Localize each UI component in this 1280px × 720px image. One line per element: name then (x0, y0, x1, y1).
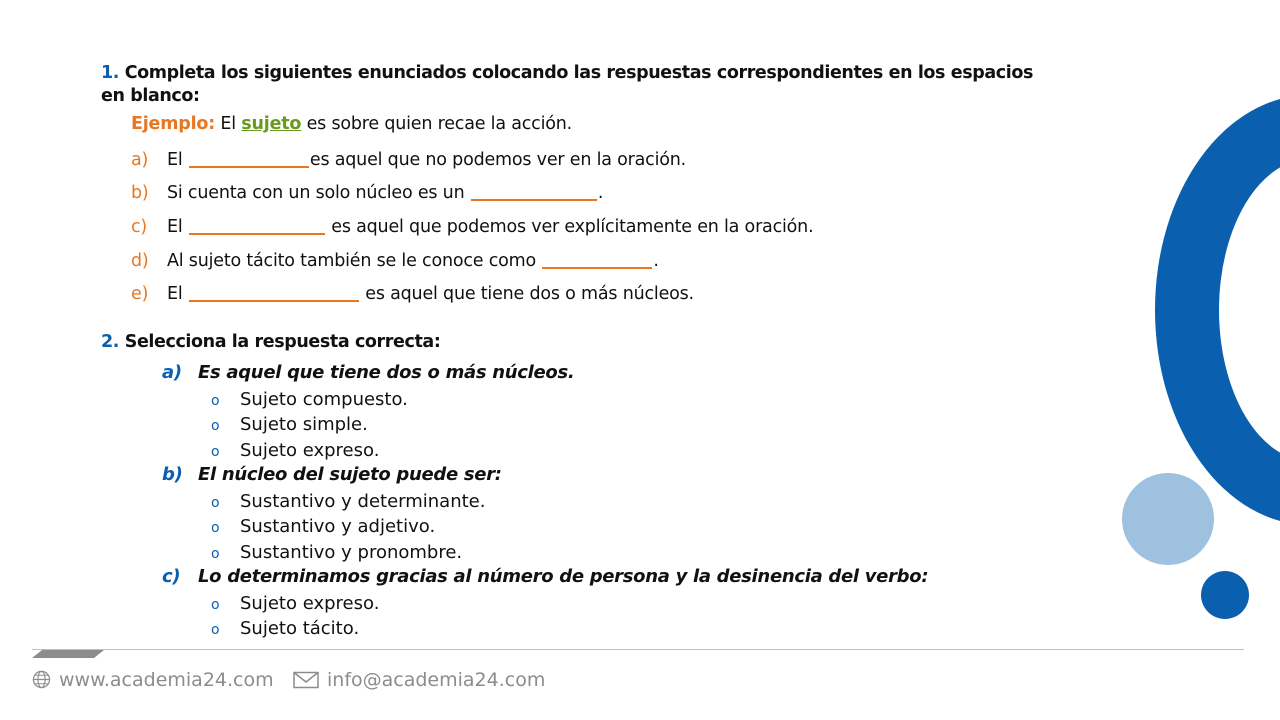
answer-blank[interactable] (189, 282, 359, 302)
option-item[interactable] (211, 414, 368, 435)
answer-blank[interactable] (189, 215, 325, 235)
option-item[interactable] (211, 491, 485, 512)
sub-question-letter: a) (162, 362, 182, 383)
option-item[interactable] (211, 389, 408, 410)
option-label: Sujeto expreso. (240, 593, 380, 614)
answer-blank[interactable] (542, 249, 652, 269)
option-label: Sustantivo y determinante. (240, 491, 486, 512)
email-text: info@academia24.com (327, 669, 546, 691)
item-post: . (597, 183, 604, 203)
decorative-circle-dark (1201, 571, 1249, 619)
sub-question-text: Lo determinamos gracias al número de persona y la desinencia del verbo: (198, 566, 929, 587)
option-item[interactable] (211, 593, 379, 614)
circle-bullet-icon: o (211, 418, 220, 434)
item-letter: b) (131, 183, 149, 203)
decorative-ring (1155, 95, 1280, 525)
answer-blank[interactable] (471, 181, 597, 201)
item-letter: c) (131, 217, 148, 237)
circle-bullet-icon: o (211, 520, 220, 536)
globe-icon (32, 670, 51, 689)
item-pre: Al sujeto tácito también se le conoce como (167, 251, 536, 271)
footer-tab-accent (32, 650, 104, 658)
option-label: Sustantivo y pronombre. (240, 542, 463, 563)
footer-email[interactable] (293, 669, 545, 691)
sub-question-letter: b) (162, 464, 183, 485)
fill-item-e (131, 282, 694, 304)
example-line (131, 114, 572, 134)
example-post: es sobre quien recae la acción. (306, 114, 573, 134)
mail-icon (293, 671, 319, 689)
item-letter: d) (131, 251, 149, 271)
fill-item-a (131, 148, 686, 170)
example-label: Ejemplo: (131, 114, 216, 134)
item-pre: El (167, 150, 183, 170)
option-item[interactable] (211, 440, 379, 461)
item-letter: e) (131, 284, 149, 304)
sub-question-b (162, 464, 502, 485)
option-item[interactable] (211, 516, 435, 537)
circle-bullet-icon: o (211, 495, 220, 511)
decorative-circle-light (1122, 473, 1214, 565)
item-pre: El (167, 217, 183, 237)
sub-question-letter: c) (162, 566, 181, 587)
question-1-text: Completa los siguientes enunciados colocando las respuestas correspondientes en los espacios en blanco: (101, 63, 1033, 106)
item-pre: Si cuenta con un solo núcleo es un (167, 183, 465, 203)
item-letter: a) (131, 150, 149, 170)
circle-bullet-icon: o (211, 444, 220, 460)
circle-bullet-icon: o (211, 597, 220, 613)
question-1-number: 1. (101, 63, 120, 83)
answer-blank[interactable] (189, 148, 309, 168)
sub-question-text: El núcleo del sujeto puede ser: (198, 464, 502, 485)
website-text: www.academia24.com (59, 669, 274, 691)
example-pre: El (220, 114, 236, 134)
option-label: Sujeto expreso. (240, 440, 380, 461)
option-label: Sujeto compuesto. (240, 389, 408, 410)
fill-item-c (131, 215, 813, 237)
fill-item-d (131, 249, 659, 271)
example-answer: sujeto (241, 114, 302, 134)
item-post: es aquel que podemos ver explícitamente en la oración. (331, 217, 814, 237)
fill-item-b (131, 181, 603, 203)
question-2-number: 2. (101, 332, 120, 352)
item-post: es aquel que tiene dos o más núcleos. (365, 284, 694, 304)
item-post: . (653, 251, 659, 271)
footer-divider (32, 649, 1244, 650)
option-item[interactable] (211, 618, 359, 639)
option-label: Sujeto tácito. (240, 618, 360, 639)
question-2-title (101, 331, 440, 354)
footer-website[interactable] (32, 669, 274, 691)
item-pre: El (167, 284, 183, 304)
item-post: es aquel que no podemos ver en la oración. (309, 150, 687, 170)
sub-question-a (162, 362, 574, 383)
sub-question-text: Es aquel que tiene dos o más núcleos. (198, 362, 575, 383)
circle-bullet-icon: o (211, 622, 220, 638)
option-label: Sujeto simple. (240, 414, 368, 435)
question-2-text: Selecciona la respuesta correcta: (124, 332, 441, 352)
circle-bullet-icon: o (211, 546, 220, 562)
question-1-title (101, 62, 1061, 108)
sub-question-c (162, 566, 928, 587)
option-item[interactable] (211, 542, 462, 563)
option-label: Sustantivo y adjetivo. (240, 516, 436, 537)
circle-bullet-icon: o (211, 393, 220, 409)
